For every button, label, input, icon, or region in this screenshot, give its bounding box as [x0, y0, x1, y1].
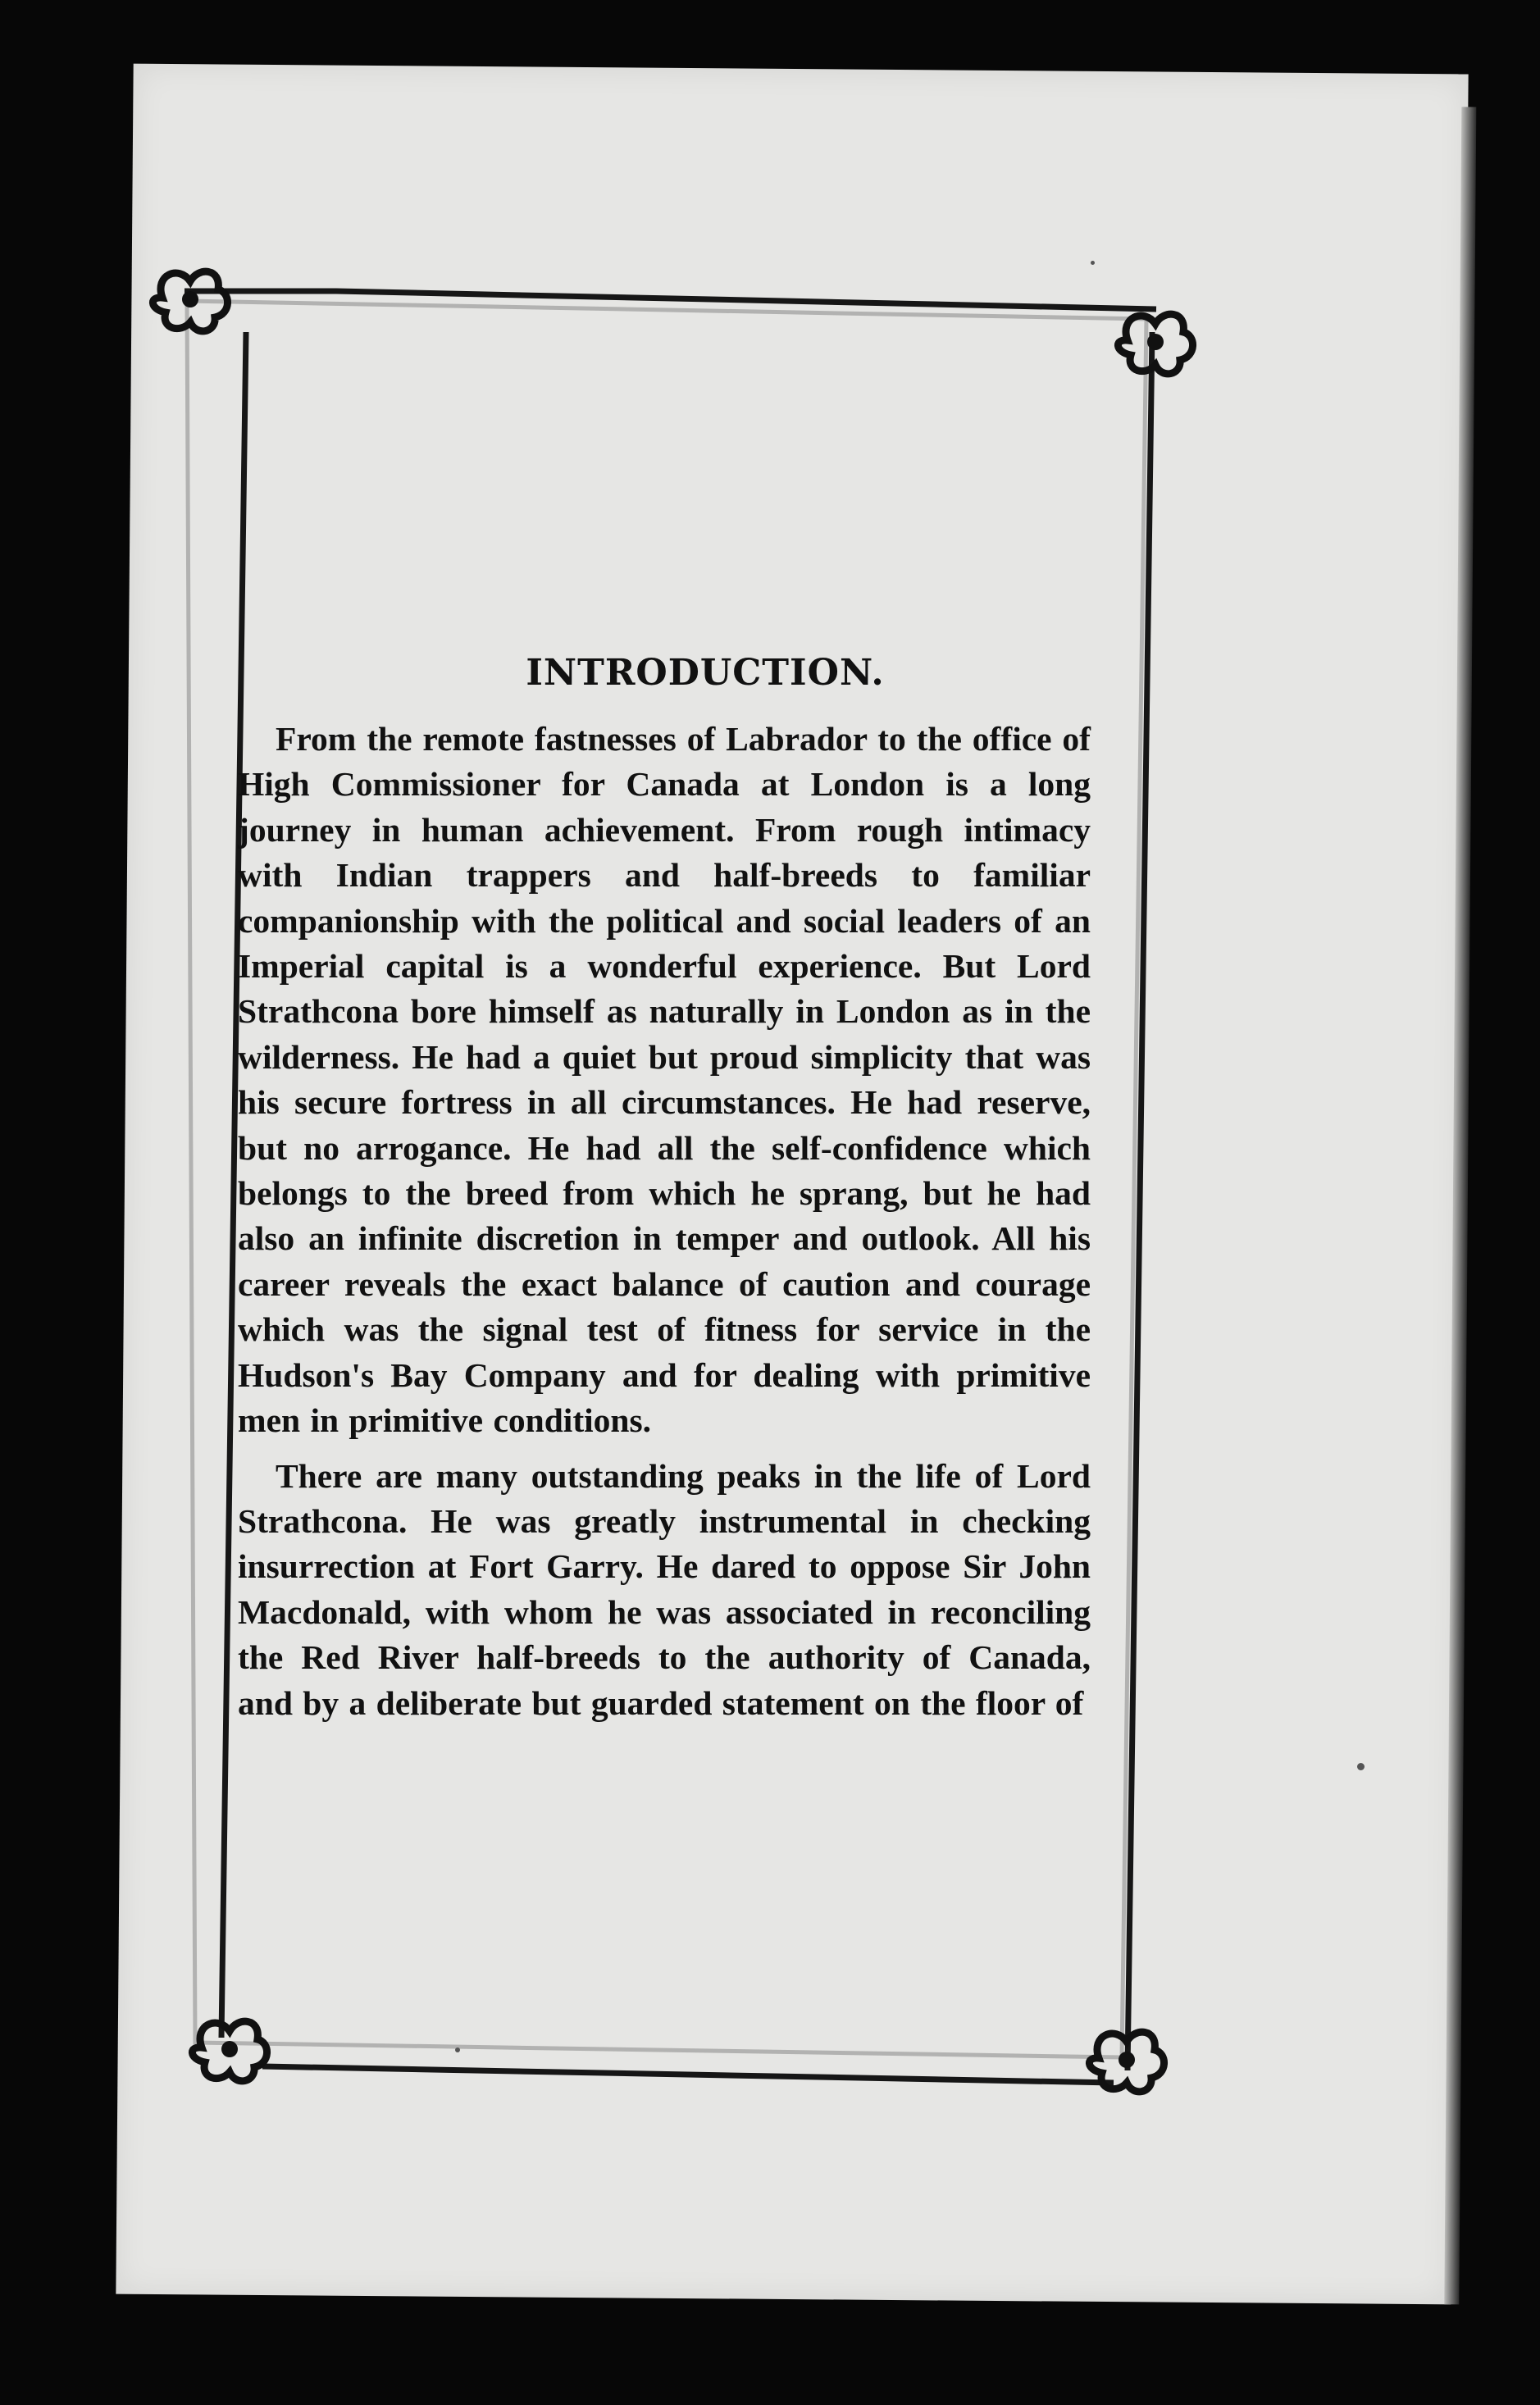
dust-speck: [1091, 261, 1095, 265]
fleuron-ornament-icon: [1118, 314, 1192, 374]
dust-speck: [1357, 1763, 1365, 1770]
paragraph: There are many outstanding peaks in the life of Lord Strathcona. He was greatly instrumental in checking insurrection at Fort Garry. He dared to oppose Sir John Macdonald, with whom he was associated in reconciling the Red River half-breeds to the authority of Canada, and by a deliberate but guarded statement on the floor of: [238, 1456, 1091, 1722]
chapter-title: INTRODUCTION.: [526, 652, 885, 694]
dust-speck: [455, 2047, 460, 2052]
text-block: [238, 652, 1091, 1736]
page-edge: [1444, 107, 1476, 2304]
paragraph: From the remote fastnesses of Labrador to the office of High Commissioner for Canada at London is a long journey in human achievement. From rough intimacy with Indian trappers and half-breeds to familiar companionship with the political and social leaders of an Imperial capital is a wonderful experience. But Lord Strathcona bore himself as naturally in London as in the wilderness. He had a quiet but proud simplicity that was his secure fortress in all circumstances. He had reserve, but no arrogance. He had all the self-confidence which belongs to the breed from which he sprang, but he had also an infinite discretion in temper and outlook. All his career reveals the exact balance of caution and courage which was the signal test of fitness for service in the Hudson's Bay Company and for dealing with primitive men in primitive conditions.: [238, 720, 1091, 1440]
